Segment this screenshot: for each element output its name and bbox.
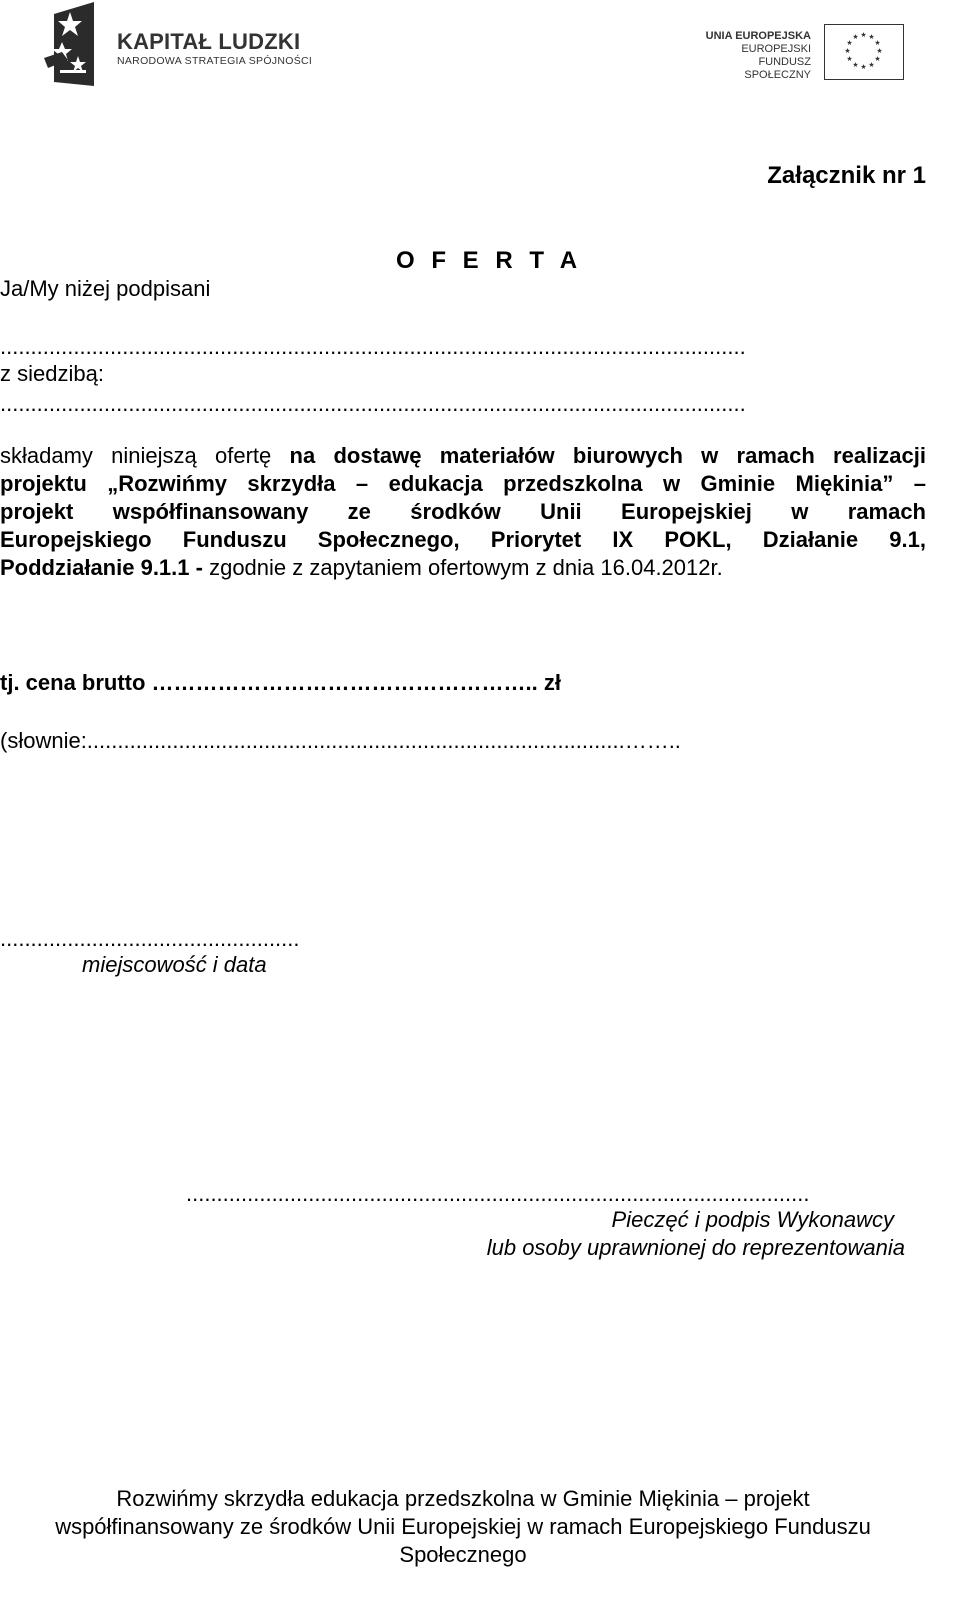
kapital-ludzki-name: KAPITAŁ LUDZKI [117,29,301,54]
annex-label: Załącznik nr 1 [767,162,926,189]
paragraph-line-5-bold: Poddziałanie 9.1.1 - [0,555,210,580]
svg-text:★: ★ [846,39,853,47]
kapital-ludzki-logo [40,2,320,86]
footer-line-3: Społecznego [399,1542,527,1567]
eu-logo [700,24,904,82]
svg-text:★: ★ [874,55,881,63]
paragraph-line-5-normal: zgodnie z zapytaniem ofertowym z dnia 16.04.2012r. [209,555,723,580]
svg-text:★: ★ [844,47,851,55]
signed-label: Ja/My niżej podpisani [0,276,211,301]
footer-line-1: Rozwińmy skrzydła edukacja przedszkolna w Gminie Miękinia – projekt [116,1486,810,1511]
seat-fill-line: .......................................................................................................................... [0,391,746,416]
kapital-ludzki-logo-icon [40,2,110,86]
place-date-label: miejscowość i data [82,952,267,977]
svg-text:★: ★ [868,33,875,41]
eu-logo-text [700,30,811,82]
paragraph-line-3: projekt współfinansowany ze środków Unii Europejskiej w ramach [0,499,926,524]
price-in-words-line: (słownie:........................................................................................…….. [0,728,681,753]
paragraph-line-4: Europejskiego Funduszu Społecznego, Priorytet IX POKL, Działanie 9.1, [0,527,926,552]
footer-line-2: współfinansowany ze środków Unii Europejskiej w ramach Europejskiego Funduszu [55,1514,871,1539]
seat-label: z siedzibą: [0,361,104,386]
eu-logo-line2: EUROPEJSKI [741,43,811,55]
name-fill-line: .......................................................................................................................... [0,334,746,359]
paragraph-line-2: projektu „Rozwińmy skrzydła – edukacja przedszkolna w Gminie Miękinia” – [0,471,926,496]
eu-flag-icon [824,24,904,80]
svg-text:★: ★ [876,47,883,55]
signature-label-1: Pieczęć i podpis Wykonawcy [611,1207,894,1232]
kapital-ludzki-subtitle: NARODOWA STRATEGIA SPÓJNOŚCI [117,55,313,67]
paragraph-line-1-bold: na dostawę materiałów biurowych w ramach realizacji [289,443,926,468]
signature-fill-line: ...................................................................................................... [186,1181,810,1206]
offer-paragraph [0,442,926,582]
place-date-fill-line: ................................................. [0,926,300,951]
svg-text:★: ★ [846,55,853,63]
signature-label-2: lub osoby uprawnionej do reprezentowania [486,1235,905,1260]
svg-text:★: ★ [860,31,867,39]
eu-logo-line3: FUNDUSZ SPOŁECZNY [744,56,811,81]
svg-text:★: ★ [868,61,875,69]
page-footer [0,1485,926,1569]
paragraph-line-1-normal: składamy niniejszą ofertę [0,443,290,468]
svg-text:★: ★ [860,63,867,71]
svg-text:★: ★ [852,61,859,69]
paragraph-line-5 [0,554,926,582]
document-title: O F E R T A [396,247,583,274]
svg-text:★: ★ [874,39,881,47]
gross-price-line: tj. cena brutto …………………………………………….. zł [0,670,562,695]
svg-text:★: ★ [852,33,859,41]
eu-logo-line1: UNIA EUROPEJSKA [705,30,811,42]
paragraph-line-1 [0,442,926,470]
